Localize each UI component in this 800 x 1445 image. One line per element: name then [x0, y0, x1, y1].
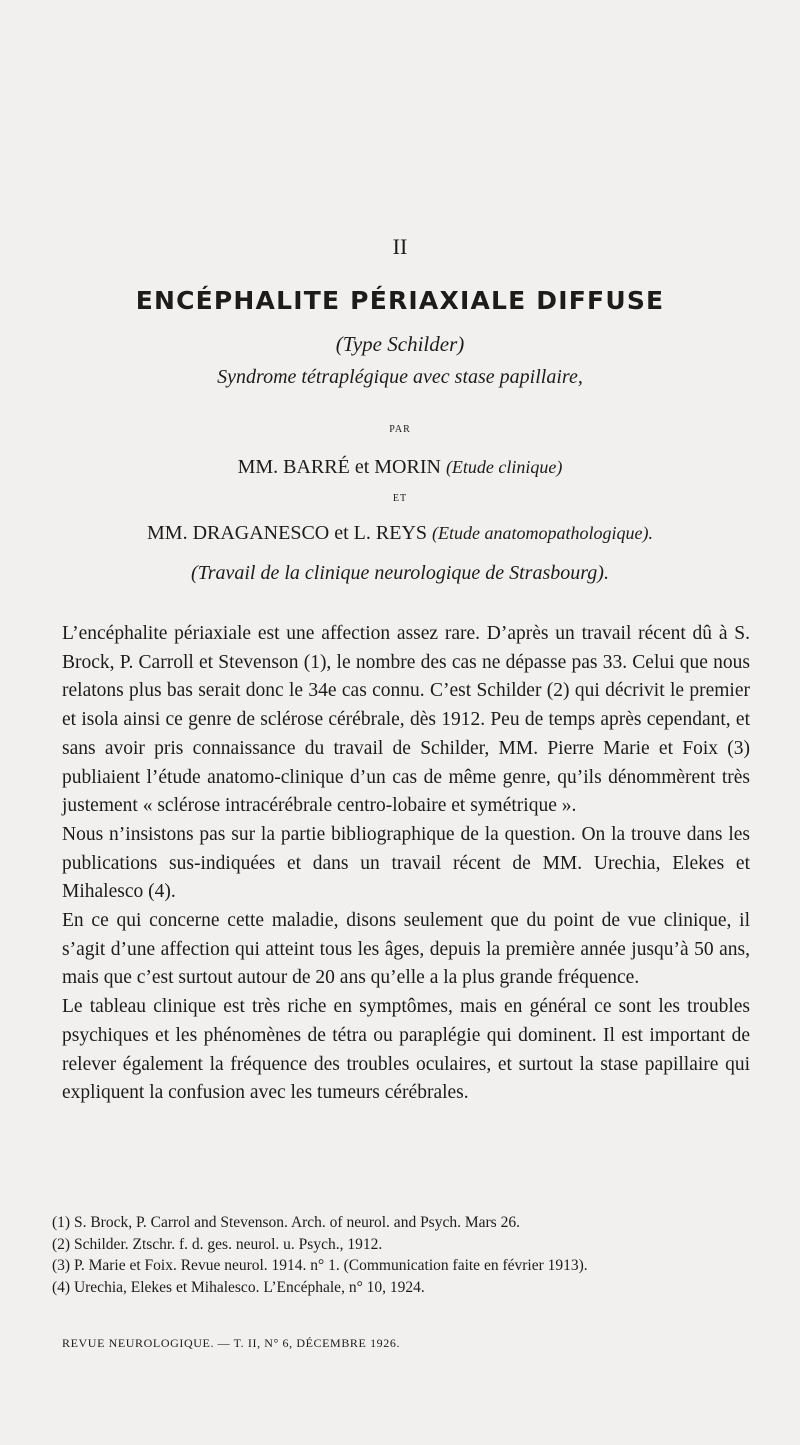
article-title: ENCÉPHALITE PÉRIAXIALE DIFFUSE — [135, 286, 665, 315]
article-body — [62, 620, 750, 1108]
authors-pathology-names: MM. DRAGANESCO et L. REYS — [147, 522, 428, 544]
journal-footer: REVUE NEUROLOGIQUE. — T. II, N° 6, DÉCEMBRE 1926. — [62, 1336, 401, 1350]
authors-pathology — [0, 522, 800, 545]
footnote-1: (1) S. Brock, P. Carrol and Stevenson. Arch. of neurol. and Psych. Mars 26. — [52, 1214, 520, 1231]
institution-line: (Travail de la clinique neurologique de Strasbourg). — [191, 562, 609, 584]
footnote-4: (4) Urechia, Elekes et Mihalesco. L’Encéphale, n° 10, 1924. — [52, 1278, 425, 1296]
paragraph-3: En ce qui concerne cette maladie, disons seulement que du point de vue clinique, il s’agit d’une affection qui atteint tous les âges, depuis la première année jusqu’à 50 ans, mais que c’est surtout autour de 20 ans qu’elle a la plus grande fréquence. — [62, 910, 750, 989]
footnote-2: (2) Schilder. Ztschr. f. d. ges. neurol. u. Psych., 1912. — [52, 1235, 383, 1253]
authors-clinical-role: (Etude clinique) — [445, 457, 563, 477]
by-label: PAR — [389, 424, 411, 435]
paragraph-1: L’encéphalite périaxiale est une affection assez rare. D’après un travail récent dû à S. Brock, P. Carroll et Stevenson (1), le nombre des cas ne dépasse pas 33. Celui que nous relatons plus bas serait donc le 34e cas connu. C’est Schilder (2) qui décrivit le premier et isola ainsi ce genre de sclérose cérébrale, dès 1912. Peu de temps après cependant, et sans avoir pris connaissance du travail de Schilder, MM. Pierre Marie et Foix (3) publiaient l’étude anatomo-clinique d’un cas de même genre, qu’ils dénommèrent très justement « sclérose intracérébrale centro-lobaire et symétrique ». — [62, 623, 750, 817]
authors-clinical — [0, 456, 800, 479]
paragraph-4: Le tableau clinique est très riche en symptômes, mais en général ce sont les troubles psychiques et les phénomènes de tétra ou paraplégie qui dominent. Il est important de relever également la fréquence des troubles oculaires, et surtout la stase papillaire qui expliquent la confusion avec les tumeurs cérébrales. — [62, 996, 750, 1104]
subtitle-syndrome: Syndrome tétraplégique avec stase papillaire, — [217, 366, 583, 388]
paragraph-2: Nous n’insistons pas sur la partie bibliographique de la question. On la trouve dans les publications sus-indiquées et dans un travail récent de MM. Urechia, Elekes et Mihalesco (4). — [62, 823, 750, 903]
subtitle-type: (Type Schilder) — [335, 332, 465, 356]
authors-pathology-role: (Etude anatomopathologique). — [432, 523, 653, 543]
section-number: II — [392, 234, 408, 259]
footnote-3: (3) P. Marie et Foix. Revue neurol. 1914. n° 1. (Communication faite en février 1913). — [52, 1257, 588, 1274]
authors-clinical-names: MM. BARRÉ et MORIN — [237, 456, 441, 478]
and-label: ET — [392, 493, 408, 504]
footnotes — [52, 1212, 752, 1298]
